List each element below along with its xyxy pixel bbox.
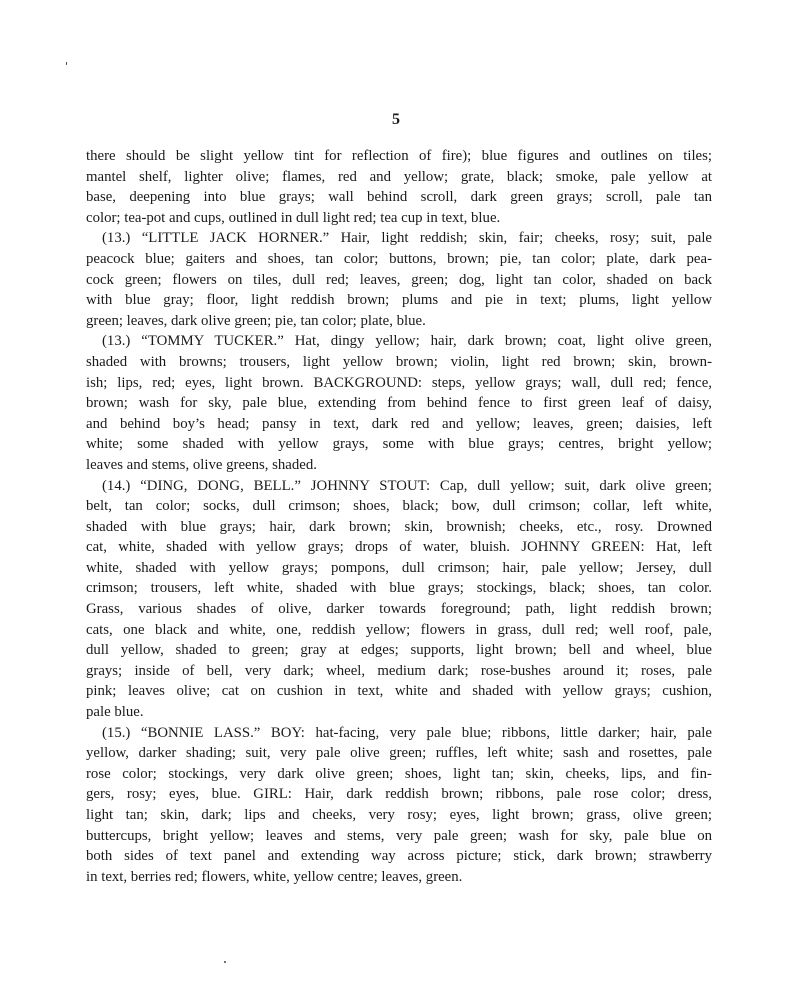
dust-speck [66, 62, 67, 65]
text-line: pink; leaves olive; cat on cushion in text, white and shaded with yellow grays; cushion, [86, 683, 712, 700]
page-number: 5 [392, 111, 400, 128]
text-line: belt, tan color; socks, dull crimson; shoes, black; bow, dull crimson; collar, left white, [86, 498, 712, 515]
text-line: gers, rosy; eyes, blue. GIRL: Hair, dark reddish brown; ribbons, pale rose color; dress, [86, 786, 712, 803]
text-line: leaves and stems, olive greens, shaded. [86, 456, 317, 473]
text-line: cat, white, shaded with yellow grays; drops of water, bluish. JOHNNY GREEN: Hat, left [86, 539, 712, 556]
text-line: color; tea-pot and cups, outlined in dull light red; tea cup in text, blue. [86, 209, 501, 226]
text-line: with blue gray; floor, light reddish brown; plums and pie in text; plums, light yellow [86, 292, 712, 309]
text-line: light tan; skin, dark; lips and cheeks, very rosy; eyes, light brown; grass, olive green; [86, 807, 712, 823]
text-line: in text, berries red; flowers, white, yellow centre; leaves, green. [86, 868, 463, 885]
text-line: crimson; trousers, left white, shaded with blue grays; stockings, black; shoes, tan color. [86, 580, 712, 597]
text-line: (13.) “LITTLE JACK HORNER.” Hair, light reddish; skin, fair; cheeks, rosy; suit, pale [102, 230, 712, 247]
text-line: dull yellow, shaded to green; gray at edges; supports, light brown; bell and wheel, blue [86, 642, 712, 659]
text-line: brown; wash for sky, pale blue, extending from behind fence to first green leaf of daisy, [86, 395, 712, 412]
text-line: mantel shelf, lighter olive; flames, red and yellow; grate, black; smoke, pale yellow at [86, 168, 712, 185]
text-line: (14.) “DING, DONG, BELL.” JOHNNY STOUT: Cap, dull yellow; suit, dark olive green; [102, 477, 712, 494]
text-line: both sides of text panel and extending way across picture; stick, dark brown; strawberry [86, 848, 712, 865]
text-line: Grass, various shades of olive, darker towards foreground; path, light reddish brown; [86, 601, 712, 618]
text-line: and behind boy’s head; pansy in text, dark red and yellow; leaves, green; daisies, left [86, 415, 712, 432]
text-line: yellow, darker shading; suit, very pale olive green; ruffles, left white; sash and rosettes, pale [86, 745, 712, 762]
text-line: (15.) “BONNIE LASS.” BOY: hat-facing, very pale blue; ribbons, little darker; hair, pale [102, 724, 712, 741]
text-line: peacock blue; gaiters and shoes, tan color; buttons, brown; pie, tan color; plate, dark pea- [86, 250, 712, 267]
text-line: white; some shaded with yellow grays, some with blue grays; centres, bright yellow; [86, 436, 712, 453]
text-line: base, deepening into blue grays; wall behind scroll, dark green grays; scroll, pale tan [86, 189, 712, 206]
text-line: pale blue. [86, 704, 144, 721]
dust-speck [224, 961, 226, 963]
text-line: cats, one black and white, one, reddish yellow; flowers in grass, dull red; well roof, pale, [86, 621, 712, 638]
text-line: there should be slight yellow tint for reflection of fire); blue figures and outlines on tiles; [86, 148, 712, 164]
text-line: ish; lips, red; eyes, light brown. BACKGROUND: steps, yellow grays; wall, dull red; fence, [86, 374, 712, 391]
text-line: shaded with browns; trousers, light yellow brown; violin, light red brown; skin, brown- [86, 353, 712, 370]
text-line: green; leaves, dark olive green; pie, tan color; plate, blue. [86, 312, 426, 329]
text-line: shaded with blue grays; hair, dark brown; skin, brownish; cheeks, etc., rosy. Drowned [86, 518, 712, 535]
text-line: rose color; stockings, very dark olive green; shoes, light tan; skin, cheeks, lips, and fin- [86, 765, 712, 782]
text-line: cock green; flowers on tiles, dull red; leaves, green; dog, light tan color, shaded on back [86, 271, 712, 288]
text-line: white, shaded with yellow grays; pompons, dull crimson; hair, pale yellow; Jersey, dull [86, 559, 712, 576]
text-line: buttercups, bright yellow; leaves and stems, very pale green; wash for sky, pale blue on [86, 827, 712, 844]
text-line: (13.) “TOMMY TUCKER.” Hat, dingy yellow; hair, dark brown; coat, light olive green, [102, 333, 712, 350]
body-text [86, 146, 712, 887]
text-line: grays; inside of bell, very dark; wheel, medium dark; rose-bushes around it; roses, pale [86, 662, 712, 679]
